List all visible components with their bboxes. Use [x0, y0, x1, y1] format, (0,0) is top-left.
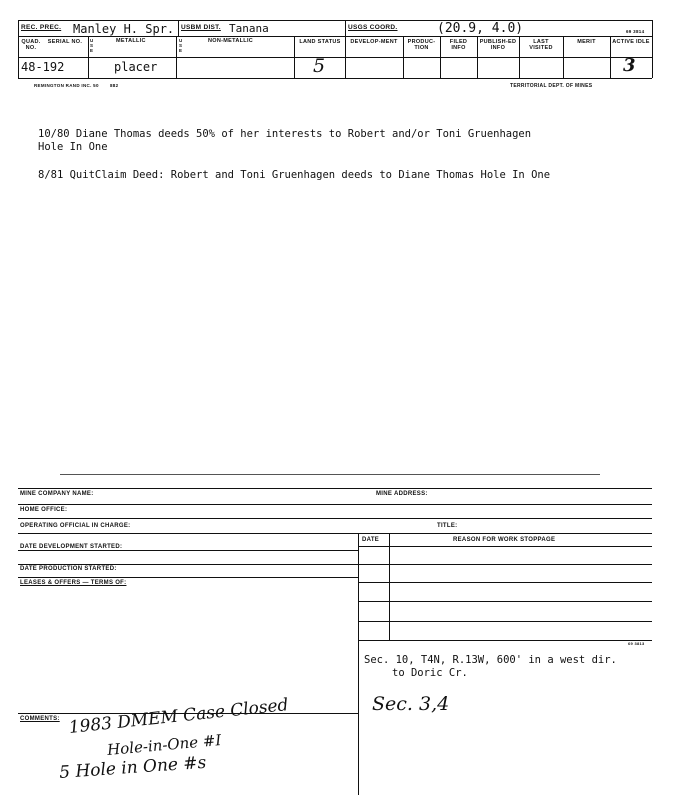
col-metallic: METALLIC: [116, 38, 146, 44]
home-office-label: HOME OFFICE:: [20, 507, 68, 513]
rec-prec-label: REC. PREC.: [21, 24, 62, 31]
record-active-idle-mark: 3: [623, 55, 636, 76]
mine-address-label: MINE ADDRESS:: [376, 491, 428, 497]
comment-line-2: Hole-in-One #I: [106, 731, 223, 759]
location-line-2: to Doric Cr.: [392, 667, 468, 679]
date-col-header: DATE: [362, 537, 380, 543]
usgs-dist-value: Tanana: [229, 22, 269, 35]
form-number-top: 69 3814: [626, 29, 645, 34]
handwritten-sec: Sec. 3,4: [372, 693, 450, 715]
printer-mark: REMINGTON RAND INC. 50: [34, 83, 99, 88]
record-quad-no: 48-192: [21, 60, 65, 74]
date-dev-started-label: DATE DEVELOPMENT STARTED:: [20, 544, 123, 550]
usgs-dist-label: USBM DIST.: [181, 24, 221, 31]
record-metallic: placer: [114, 60, 158, 74]
record-land-status: 5: [313, 55, 326, 77]
entry-line: Hole In One: [38, 141, 108, 153]
date-prod-started-label: DATE PRODUCTION STARTED:: [20, 566, 117, 572]
col-non-metallic: NON-METALLIC: [208, 38, 254, 44]
col-published-info: PUBLISH-ED INFO: [479, 39, 517, 51]
col-last-visited: LAST VISITED: [529, 39, 553, 51]
rec-prec-value: Manley H. Spr.: [73, 22, 175, 36]
col-serial-no: SERIAL NO.: [47, 39, 83, 45]
location-line-1: Sec. 10, T4N, R.13W, 600' in a west dir.: [364, 654, 617, 666]
comment-line-1: 1983 DMEM Case Closed: [67, 695, 290, 738]
col-quad-no: QUAD. NO.: [21, 39, 41, 51]
usgs-coord-value: (20.9, 4.0): [437, 21, 524, 36]
entry-line: 8/81 QuitClaim Deed: Robert and Toni Gruenhagen deeds to Diane Thomas Hole In One: [38, 169, 551, 181]
leases-label: LEASES & OFFERS — TERMS OF:: [20, 580, 127, 586]
col-merit: MERIT: [577, 39, 596, 45]
col-development: DEVELOP-MENT: [350, 39, 398, 45]
col-filed-info: FILED INFO: [449, 39, 468, 51]
entry-line: 10/80 Diane Thomas deeds 50% of her interests to Robert and/or Toni Gruenhagen: [38, 128, 532, 140]
comment-line-3: 5 Hole in One #s: [58, 752, 207, 783]
form-number-bottom: 69 3813: [628, 641, 645, 646]
printer-code: 882: [110, 83, 119, 88]
comments-label: COMMENTS:: [20, 716, 60, 722]
col-land-status: LAND STATUS: [299, 39, 341, 45]
col-active-idle: ACTIVE IDLE: [612, 39, 650, 45]
usgs-coord-label: USGS COORD.: [348, 24, 398, 31]
col-production: PRODUC-TION: [407, 39, 436, 51]
operating-official-label: OPERATING OFFICIAL IN CHARGE:: [20, 523, 131, 529]
col-use-2: U S E: [179, 38, 183, 53]
mine-company-name-label: MINE COMPANY NAME:: [20, 491, 94, 497]
reason-col-header: REASON FOR WORK STOPPAGE: [453, 537, 556, 543]
title-label: TITLE:: [437, 523, 458, 529]
territorial-dept: TERRITORIAL DEPT. OF MINES: [510, 83, 593, 89]
col-use-1: U S E: [90, 38, 94, 53]
